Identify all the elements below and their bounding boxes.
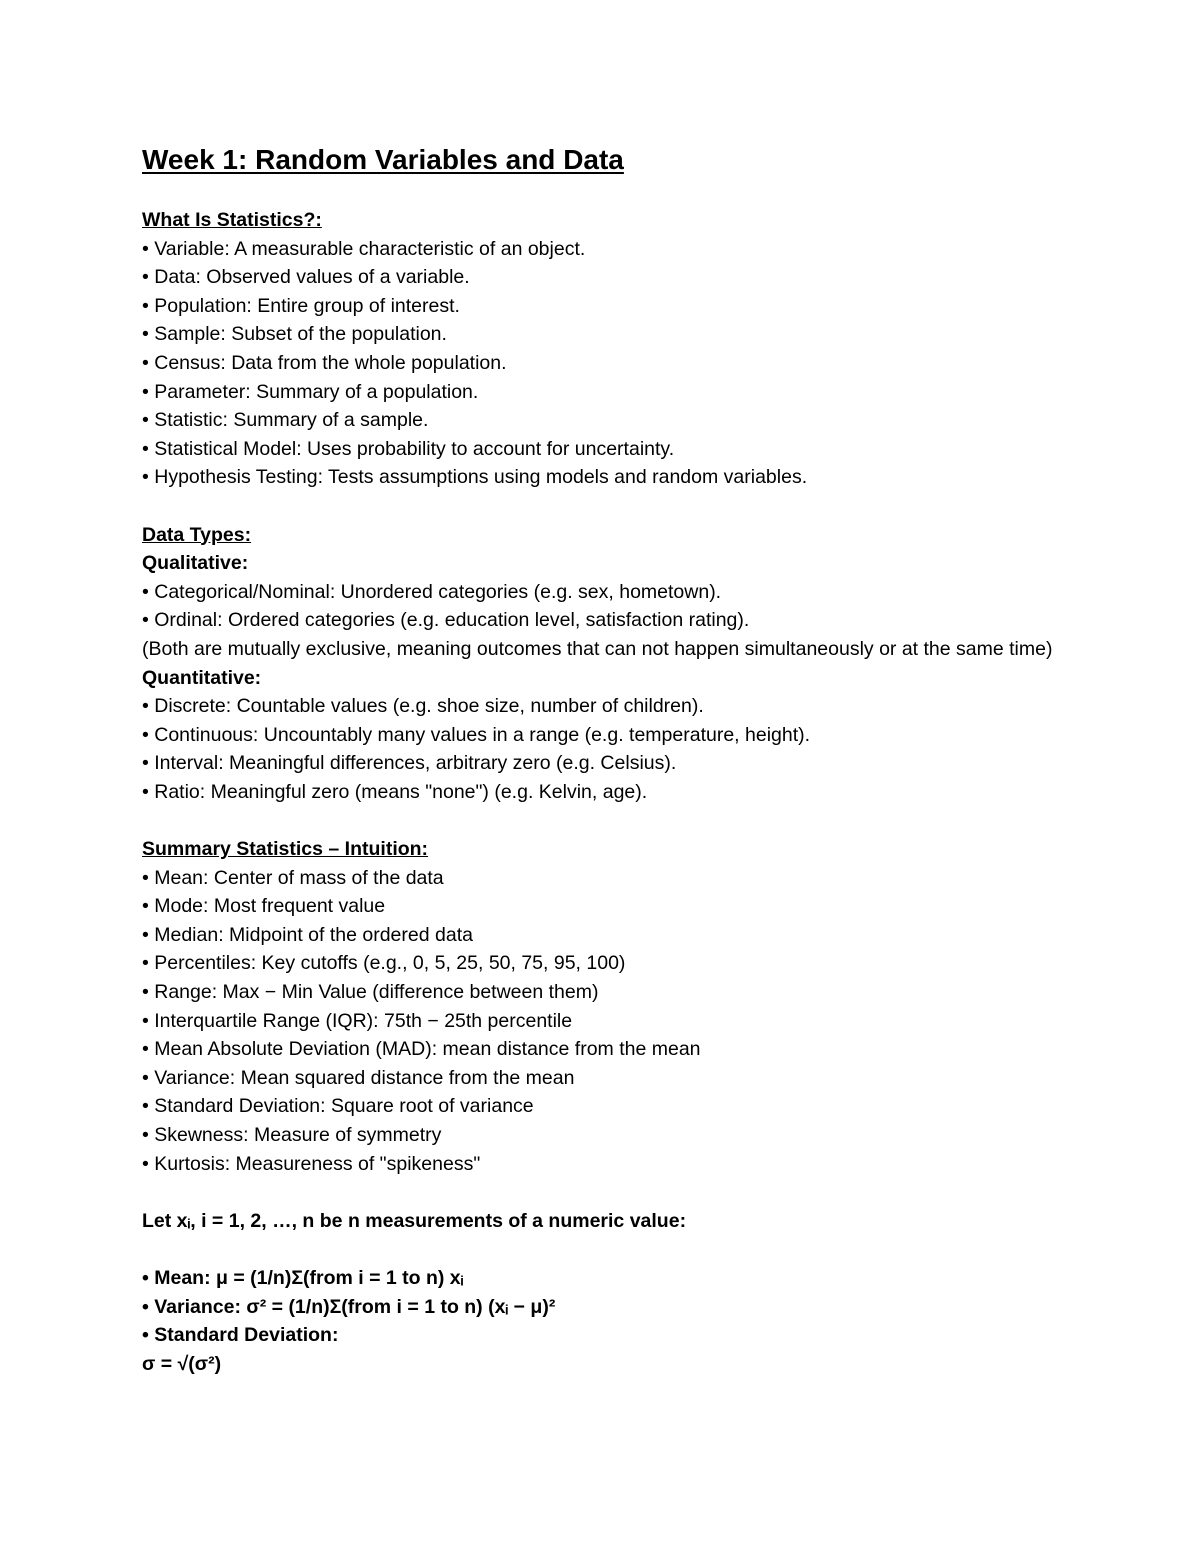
- list-item: • Hypothesis Testing: Tests assumptions using models and random variables.: [142, 463, 1062, 492]
- section-what-is-statistics: [142, 206, 1062, 492]
- list-item: • Parameter: Summary of a population.: [142, 378, 1062, 407]
- list-item: • Ordinal: Ordered categories (e.g. education level, satisfaction rating).: [142, 606, 1062, 635]
- section-heading: Summary Statistics – Intuition:: [142, 838, 429, 861]
- quantitative-heading: Quantitative:: [142, 666, 262, 689]
- list-item: • Population: Entire group of interest.: [142, 292, 1062, 321]
- spacer: [142, 1178, 1062, 1207]
- section-heading: What Is Statistics?:: [142, 209, 322, 231]
- standard-deviation-formula: σ = √(σ²): [142, 1352, 222, 1375]
- list-item: • Median: Midpoint of the ordered data: [142, 921, 1062, 950]
- quantitative-list: [142, 692, 1062, 806]
- qualitative-list: [142, 578, 1062, 635]
- section-data-types: [142, 521, 1062, 807]
- list-item: • Skewness: Measure of symmetry: [142, 1121, 1062, 1150]
- list-item: • Kurtosis: Measureness of "spikeness": [142, 1150, 1062, 1179]
- list-item: • Sample: Subset of the population.: [142, 320, 1062, 349]
- definition-list: [142, 235, 1062, 492]
- page-title: Week 1: Random Variables and Data: [142, 144, 624, 175]
- variance-formula: • Variance: σ² = (1/n)Σ(from i = 1 to n) (xᵢ − μ)²: [142, 1295, 556, 1318]
- list-item: • Categorical/Nominal: Unordered categories (e.g. sex, hometown).: [142, 578, 1062, 607]
- list-item: • Range: Max − Min Value (difference between them): [142, 978, 1062, 1007]
- standard-deviation-label: • Standard Deviation:: [142, 1324, 339, 1347]
- spacer: [142, 492, 1062, 521]
- formula-intro: Let xᵢ, i = 1, 2, …, n be n measurements of a numeric value:: [142, 1209, 687, 1232]
- list-item: • Ratio: Meaningful zero (means "none") (e.g. Kelvin, age).: [142, 778, 1062, 807]
- spacer: [142, 1235, 1062, 1264]
- spacer: [142, 806, 1062, 835]
- note-text: (Both are mutually exclusive, meaning outcomes that can not happen simultaneously or at the same time): [142, 637, 1053, 660]
- mean-formula: • Mean: μ = (1/n)Σ(from i = 1 to n) xᵢ: [142, 1266, 464, 1289]
- list-item: • Variable: A measurable characteristic of an object.: [142, 235, 1062, 264]
- document-page: [142, 140, 1062, 1378]
- qualitative-heading: Qualitative:: [142, 552, 249, 575]
- list-item: • Statistical Model: Uses probability to account for uncertainty.: [142, 435, 1062, 464]
- list-item: • Variance: Mean squared distance from the mean: [142, 1064, 1062, 1093]
- section-summary-statistics: [142, 835, 1062, 1178]
- list-item: • Census: Data from the whole population.: [142, 349, 1062, 378]
- list-item: • Mean: Center of mass of the data: [142, 864, 1062, 893]
- section-formulas: [142, 1207, 1062, 1379]
- list-item: • Mode: Most frequent value: [142, 892, 1062, 921]
- summary-statistics-list: [142, 864, 1062, 1179]
- list-item: • Percentiles: Key cutoffs (e.g., 0, 5, 25, 50, 75, 95, 100): [142, 949, 1062, 978]
- list-item: • Statistic: Summary of a sample.: [142, 406, 1062, 435]
- list-item: • Interquartile Range (IQR): 75th − 25th percentile: [142, 1007, 1062, 1036]
- list-item: • Continuous: Uncountably many values in a range (e.g. temperature, height).: [142, 721, 1062, 750]
- section-heading: Data Types:: [142, 523, 252, 546]
- list-item: • Interval: Meaningful differences, arbitrary zero (e.g. Celsius).: [142, 749, 1062, 778]
- list-item: • Discrete: Countable values (e.g. shoe size, number of children).: [142, 692, 1062, 721]
- list-item: • Standard Deviation: Square root of variance: [142, 1092, 1062, 1121]
- list-item: • Data: Observed values of a variable.: [142, 263, 1062, 292]
- list-item: • Mean Absolute Deviation (MAD): mean distance from the mean: [142, 1035, 1062, 1064]
